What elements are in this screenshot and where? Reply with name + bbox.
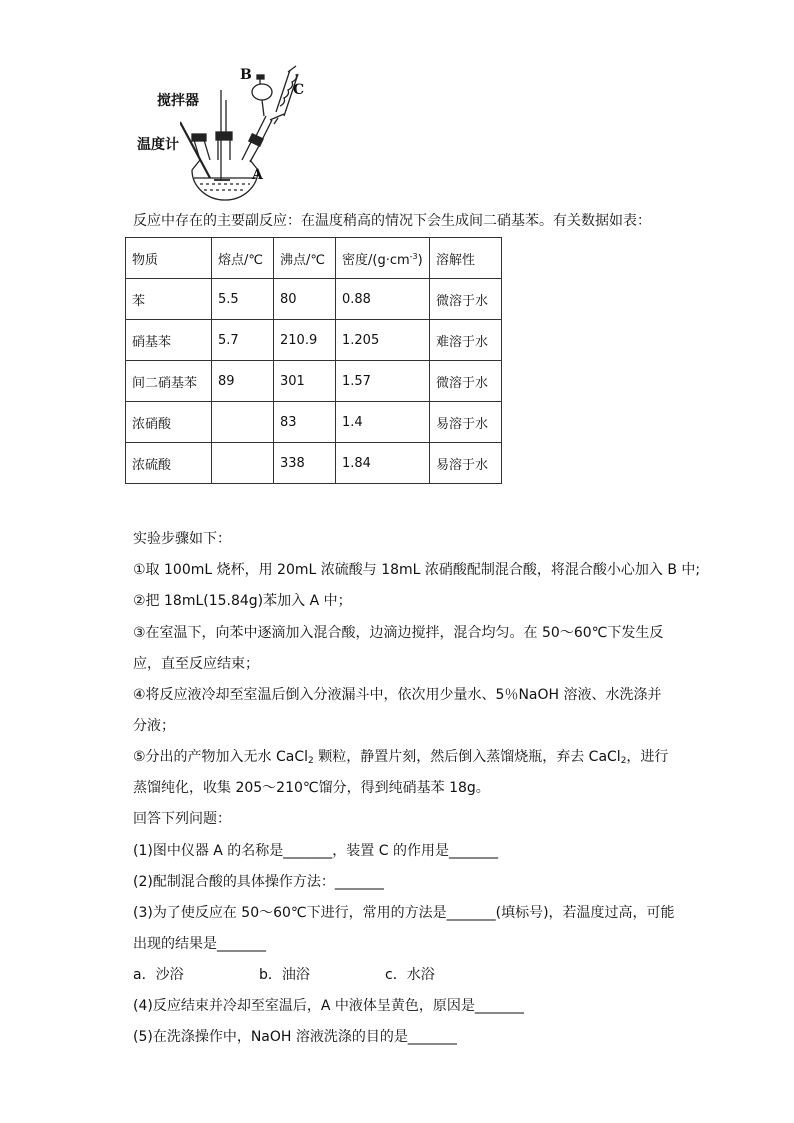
data-table	[125, 237, 502, 484]
table-cell: 338	[274, 443, 336, 484]
option-a: a．沙浴	[133, 967, 184, 983]
label-thermometer: 温度计	[137, 137, 179, 153]
step-5-line-1	[133, 749, 668, 765]
table-cell: 浓硝酸	[126, 402, 212, 443]
question-3-line-2: 出现的结果是_______	[133, 936, 266, 952]
table-cell: 5.5	[212, 279, 274, 320]
option-c: c．水浴	[385, 967, 435, 983]
table-cell: 0.88	[336, 279, 430, 320]
table-cell: 1.84	[336, 443, 430, 484]
step-5-line-2: 蒸馏纯化，收集 205～210℃馏分，得到纯硝基苯 18g。	[133, 780, 490, 796]
table-cell: 微溶于水	[430, 279, 502, 320]
table-cell: 苯	[126, 279, 212, 320]
table-cell: 间二硝基苯	[126, 361, 212, 402]
step-4-line-2: 分液；	[133, 718, 175, 734]
header-cell: 沸点/℃	[274, 238, 336, 279]
table-cell: 微溶于水	[430, 361, 502, 402]
label-c: C	[293, 82, 305, 98]
step-4-line-1: ④将反应液冷却至室温后倒入分液漏斗中，依次用少量水、5％NaOH 溶液、水洗涤并	[133, 687, 662, 703]
table-cell	[212, 443, 274, 484]
table-cell: 89	[212, 361, 274, 402]
question-2: (2)配制混合酸的具体操作方法：_______	[133, 874, 384, 890]
label-a: A	[252, 167, 263, 183]
header-cell: 物质	[126, 238, 212, 279]
subscript: 2	[620, 756, 627, 766]
label-b: B	[240, 67, 252, 83]
density-close: )	[417, 252, 423, 268]
question-1: (1)图中仪器 A 的名称是_______，装置 C 的作用是_______	[133, 843, 498, 859]
table-cell: 80	[274, 279, 336, 320]
table-cell: 1.57	[336, 361, 430, 402]
step-5-part-3: ，进行	[626, 749, 669, 765]
table-row	[126, 443, 502, 484]
step-2: ②把 18mL(15.84g)苯加入 A 中；	[133, 593, 352, 609]
table-row	[126, 279, 502, 320]
table-cell	[212, 402, 274, 443]
step-5-part-2: 颗粒，静置片刻，然后倒入蒸馏烧瓶，弃去 CaCl	[313, 749, 621, 765]
question-4: (4)反应结束并冷却至室温后，A 中液体呈黄色，原因是_______	[133, 998, 524, 1014]
question-5: (5)在洗涤操作中，NaOH 溶液洗涤的目的是_______	[133, 1029, 457, 1045]
label-stirrer: 搅拌器	[157, 93, 199, 109]
header-cell: 熔点/℃	[212, 238, 274, 279]
table-row	[126, 402, 502, 443]
table-cell: 1.205	[336, 320, 430, 361]
table-cell: 易溶于水	[430, 443, 502, 484]
step-3-line-1: ③在室温下，向苯中逐滴加入混合酸，边滴边搅拌，混合均匀。在 50～60℃下发生反	[133, 625, 664, 641]
table-cell: 210.9	[274, 320, 336, 361]
option-b: b．油浴	[259, 967, 310, 983]
table-row	[126, 320, 502, 361]
steps-heading: 实验步骤如下：	[133, 531, 231, 547]
intro-text: 反应中存在的主要副反应：在温度稍高的情况下会生成间二硝基苯。有关数据如表：	[133, 213, 651, 229]
table-cell: 浓硫酸	[126, 443, 212, 484]
table-row	[126, 361, 502, 402]
subscript: 2	[308, 756, 314, 766]
density-label: 密度/(g·cm	[342, 252, 410, 268]
header-cell: 溶解性	[430, 238, 502, 279]
step-5-part-1: ⑤分出的产物加入无水 CaCl	[133, 749, 309, 765]
table-cell: 硝基苯	[126, 320, 212, 361]
table-cell: 83	[274, 402, 336, 443]
table-cell: 5.7	[212, 320, 274, 361]
table-cell: 1.4	[336, 402, 430, 443]
table-cell: 301	[274, 361, 336, 402]
question-3-line-1: (3)为了使反应在 50～60℃下进行，常用的方法是_______(填标号)，若温度过高，可能	[133, 905, 675, 921]
table-header-row	[126, 238, 502, 279]
step-1: ①取 100mL 烧杯，用 20mL 浓硫酸与 18mL 浓硝酸配制混合酸，将混合酸小心加入 B 中;	[133, 562, 701, 578]
density-exponent: -3	[409, 251, 418, 261]
table-cell: 易溶于水	[430, 402, 502, 443]
table-cell: 难溶于水	[430, 320, 502, 361]
questions-heading: 回答下列问题：	[133, 811, 231, 827]
step-3-line-2: 应，直至反应结束；	[133, 656, 259, 672]
header-cell	[336, 238, 430, 279]
